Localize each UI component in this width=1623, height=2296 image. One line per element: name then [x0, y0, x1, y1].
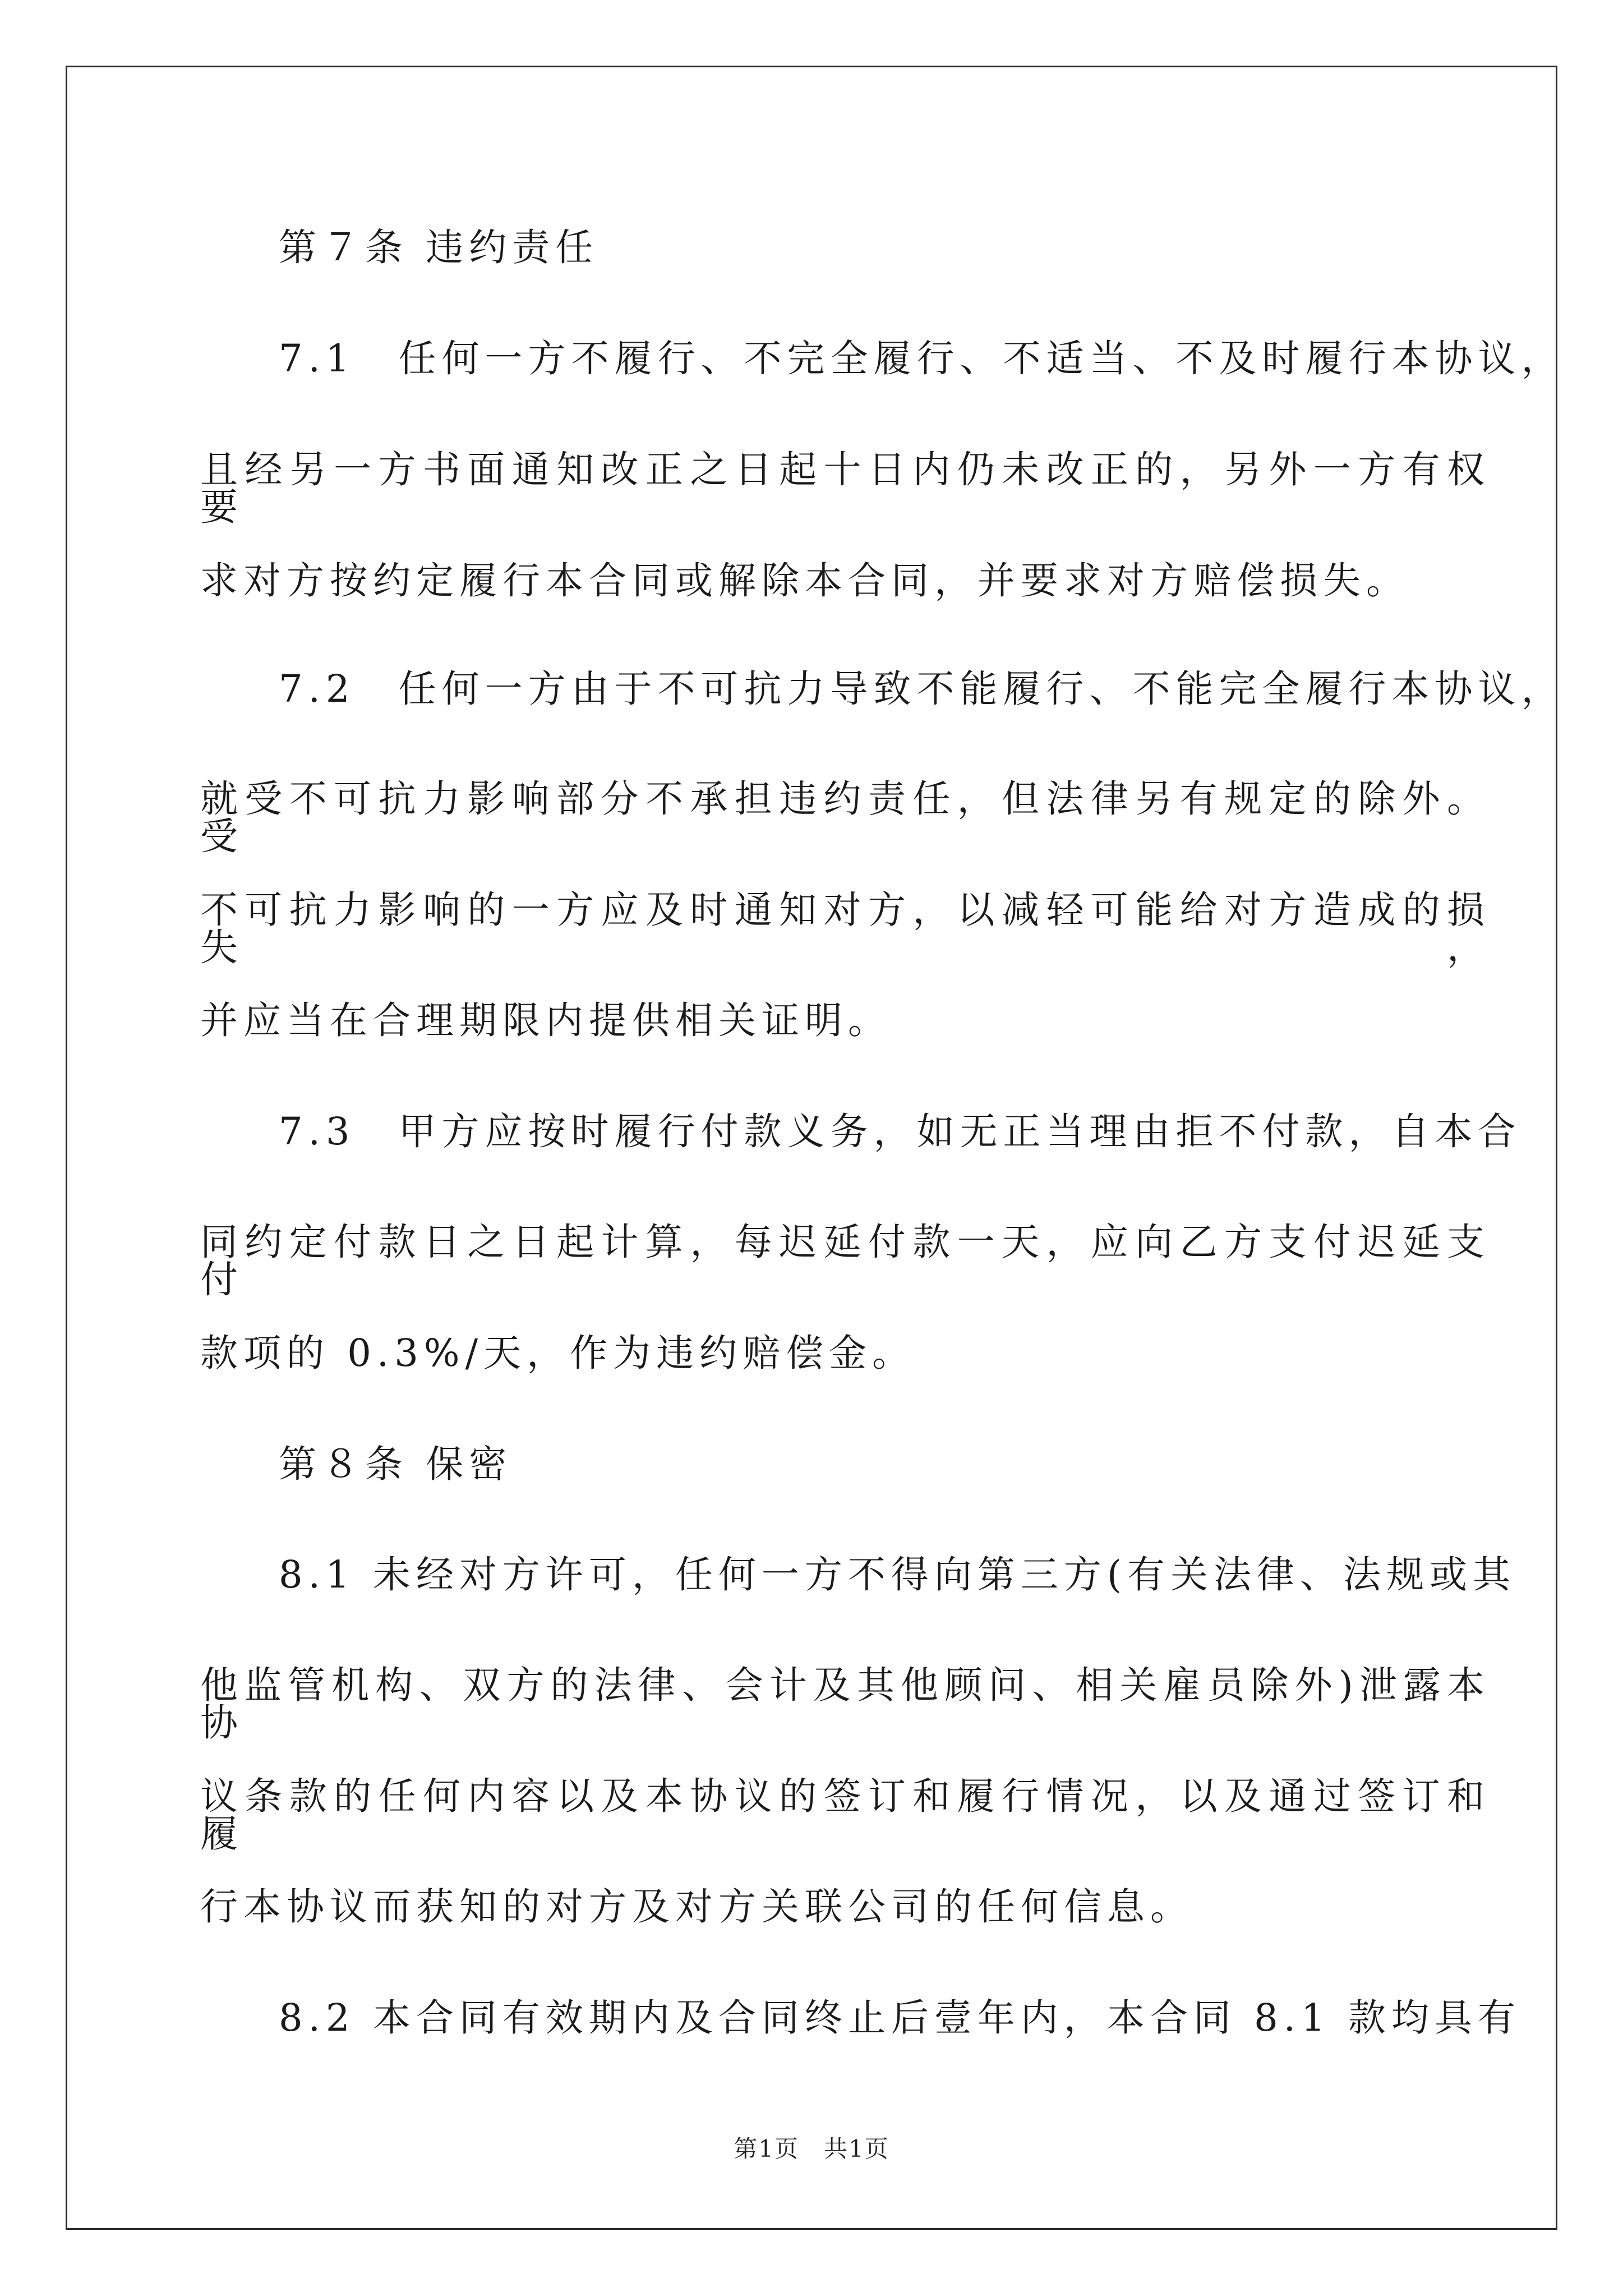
paragraph-line: 求对方按约定履行本合同或解除本合同，并要求对方赔偿损失。 [200, 559, 1409, 602]
paragraph-line: 款项的 0.3%/天，作为违约赔偿金。 [200, 1331, 916, 1375]
paragraph-line: 7.3 甲方应按时履行付款义务，如无正当理由拒不付款，自本合 [279, 1110, 1521, 1153]
paragraph-line: 他监管机构、双方的法律、会计及其他顾问、相关雇员除外)泄露本协 [200, 1663, 1490, 1745]
paragraph-line: 不可抗力影响的一方应及时通知对方，以减轻可能给对方造成的损失， [200, 888, 1490, 969]
section-heading-8: 第８条 保密 [279, 1442, 513, 1486]
paragraph-line: 8.1 未经对方许可，任何一方不得向第三方(有关法律、法规或其 [279, 1553, 1516, 1596]
paragraph-line: 行本协议而获知的对方及对方关联公司的任何信息。 [200, 1885, 1193, 1929]
paragraph-line: 8.2 本合同有效期内及合同终止后壹年内，本合同 8.1 款均具有 [279, 1996, 1521, 2040]
section-heading-7: 第７条 违约责任 [279, 226, 599, 269]
paragraph-line: 且经另一方书面通知改正之日起十日内仍未改正的，另外一方有权要 [200, 448, 1490, 529]
paragraph-line: 并应当在合理期限内提供相关证明。 [200, 999, 891, 1042]
page-footer: 第1页 共1页 [734, 2135, 889, 2162]
paragraph-line: 同约定付款日之日起计算，每迟延付款一天，应向乙方支付迟延支付 [200, 1220, 1490, 1301]
paragraph-line: 议条款的任何内容以及本协议的签订和履行情况，以及通过签订和履 [200, 1774, 1490, 1856]
paragraph-line: 就受不可抗力影响部分不承担违约责任，但法律另有规定的除外。受 [200, 777, 1490, 858]
paragraph-line: 7.1 任何一方不履行、不完全履行、不适当、不及时履行本协议， [279, 337, 1565, 380]
paragraph-line: 7.2 任何一方由于不可抗力导致不能履行、不能完全履行本协议， [279, 667, 1565, 711]
